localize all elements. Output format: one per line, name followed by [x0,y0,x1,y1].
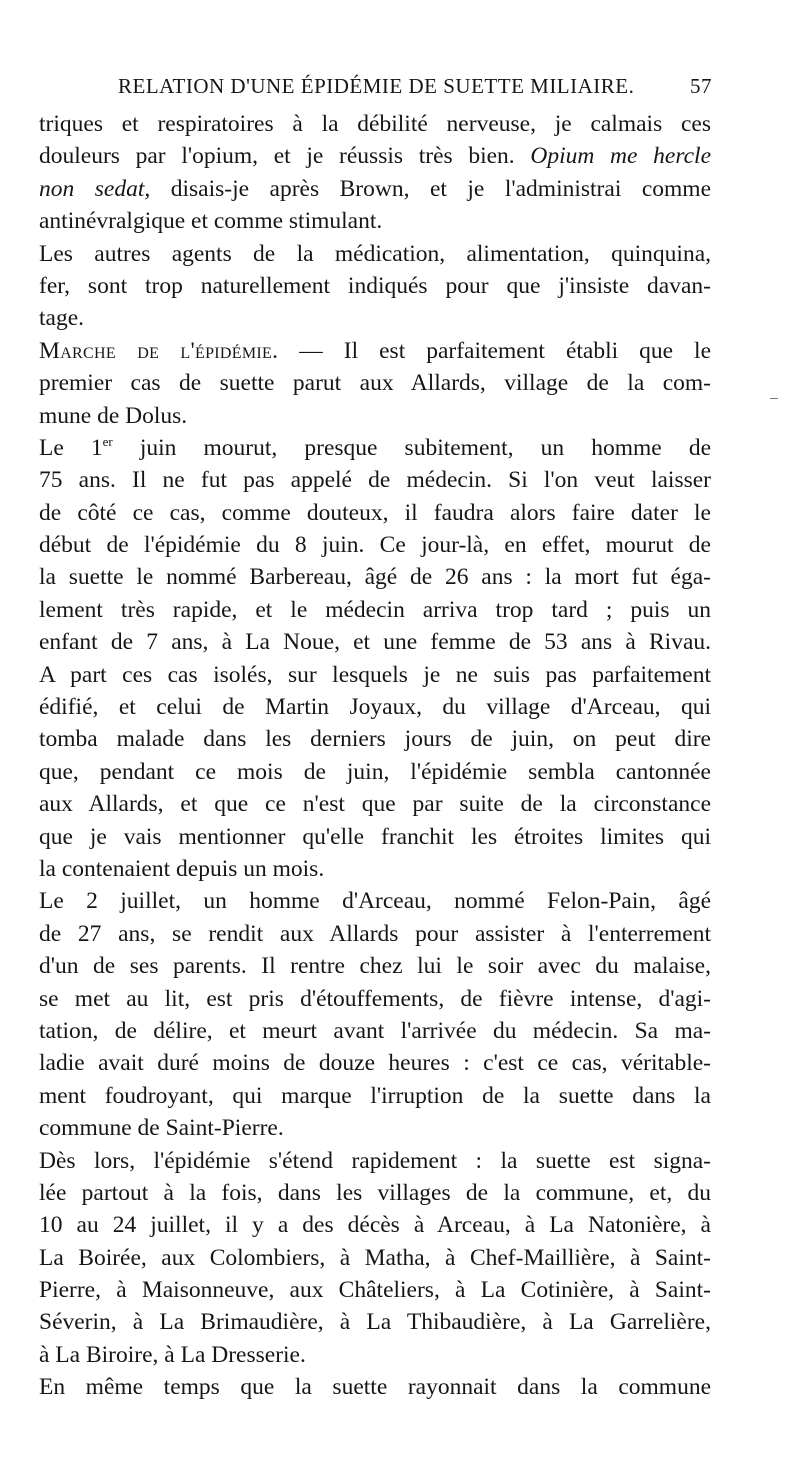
text-line: lement très rapide, et le médecin arriva trop tard ; puis un [39,596,711,623]
text-line: d'un de ses parents. Il rentre chez lui le soir avec du malaise, [39,953,711,980]
text-line: triques et respiratoires à la débilité nerveuse, je calmais ces [39,111,711,137]
margin-dash [770,398,778,399]
text-line: A part ces cas isolés, sur lesquels je ne suis pas parfaitement [39,661,711,688]
text-line: tation, de délire, et meurt avant l'arrivée du médecin. Sa ma- [39,1017,711,1044]
text-line: 75 ans. Il ne fut pas appelé de médecin. Si l'on veut laisser [39,467,711,494]
text-line: enfant de 7 ans, à La Noue, et une femme de 53 ans à Rivau. [39,629,711,656]
ordinal-superscript: er [102,433,113,449]
text-line [39,173,711,205]
text-line: de 27 ans, se rendit aux Allards pour assister à l'enterrement [39,920,711,947]
paragraph [39,885,711,1144]
text-line: aux Allards, et que ce n'est que par suite de la circonstance [39,791,711,818]
text-line: se met au lit, est pris d'étouffements, de fièvre intense, d'agi- [39,985,711,1012]
text-line: que, pendant ce mois de juin, l'épidémie sembla cantonnée [39,758,711,785]
paragraph [39,432,711,885]
text-segment: — Il est parfaitement établi que le [299,337,712,364]
text-line: la suette le nommé Barbereau, âgé de 26 ans : la mort fut éga- [39,564,711,591]
latin-quotation: Opium me hercle [530,143,712,170]
text-line: tomba malade dans les derniers jours de juin, on peut dire [39,726,711,753]
text-line: ladie avait duré moins de douze heures : c'est ce cas, véritable- [39,1050,711,1077]
text-line: mune de Dolus. [39,402,188,429]
text-line: antinévralgique et comme stimulant. [39,208,383,235]
text-segment: Le 1 [39,434,103,461]
text-line: tage. [39,305,85,332]
page-number: 57 [690,74,712,98]
text-line: Dès lors, l'épidémie s'étend rapidement : la suette est signa- [39,1147,711,1174]
text-line [39,335,711,367]
page-header [40,72,712,106]
text-line [39,140,711,172]
text-line: Le 2 juillet, un homme d'Arceau, nommé Felon-Pain, âgé [39,888,711,915]
text-segment: disais-je après Brown, et je l'administrai comme [170,175,712,202]
text-line: fer, sont trop naturellement indiqués pour que j'insiste davan- [39,272,711,299]
paragraph [39,1145,711,1372]
text-line: En même temps que la suette rayonnait dans la commune [39,1374,711,1401]
text-line: 10 au 24 juillet, il y a des décès à Arceau, à La Natonière, à [39,1212,711,1239]
text-line: à La Biroire, à La Dresserie. [39,1341,306,1368]
text-line [39,432,711,464]
running-title: RELATION D'UNE ÉPIDÉMIE DE SUETTE MILIAIRE. [118,74,635,98]
body-text [39,108,711,1404]
paragraph [39,335,711,432]
text-line: édifié, et celui de Martin Joyaux, du village d'Arceau, qui [39,694,711,721]
text-line: commune de Saint-Pierre. [39,1115,284,1142]
text-line: que je vais mentionner qu'elle franchit les étroites limites qui [39,823,711,850]
text-segment: juin mourut, presque subitement, un homme de [139,434,711,461]
section-heading: Marche de l'épidémie. [39,337,279,364]
latin-quotation: non sedat, [39,175,151,202]
text-line: de côté ce cas, comme douteux, il faudra alors faire dater le [39,499,711,526]
text-line: la contenaient depuis un mois. [39,855,325,882]
paragraph [39,238,711,335]
text-line: ment foudroyant, qui marque l'irruption de la suette dans la [39,1082,711,1109]
text-line: lée partout à la fois, dans les villages de la commune, et, du [39,1179,711,1206]
text-line: Séverin, à La Brimaudière, à La Thibaudière, à La Garrelière, [39,1309,711,1336]
text-line: Les autres agents de la médication, alimentation, quinquina, [39,240,711,267]
text-line: début de l'épidémie du 8 juin. Ce jour-là, en effet, mourut de [39,532,711,559]
text-segment: douleurs par l'opium, et je réussis très bien. [39,143,515,170]
paragraph [39,108,711,238]
text-line: La Boirée, aux Colombiers, à Matha, à Chef-Maillière, à Saint- [39,1244,711,1271]
paragraph [39,1371,711,1403]
text-line: Pierre, à Maisonneuve, aux Châteliers, à La Cotinière, à Saint- [39,1277,711,1304]
text-line: premier cas de suette parut aux Allards, village de la com- [39,370,711,397]
